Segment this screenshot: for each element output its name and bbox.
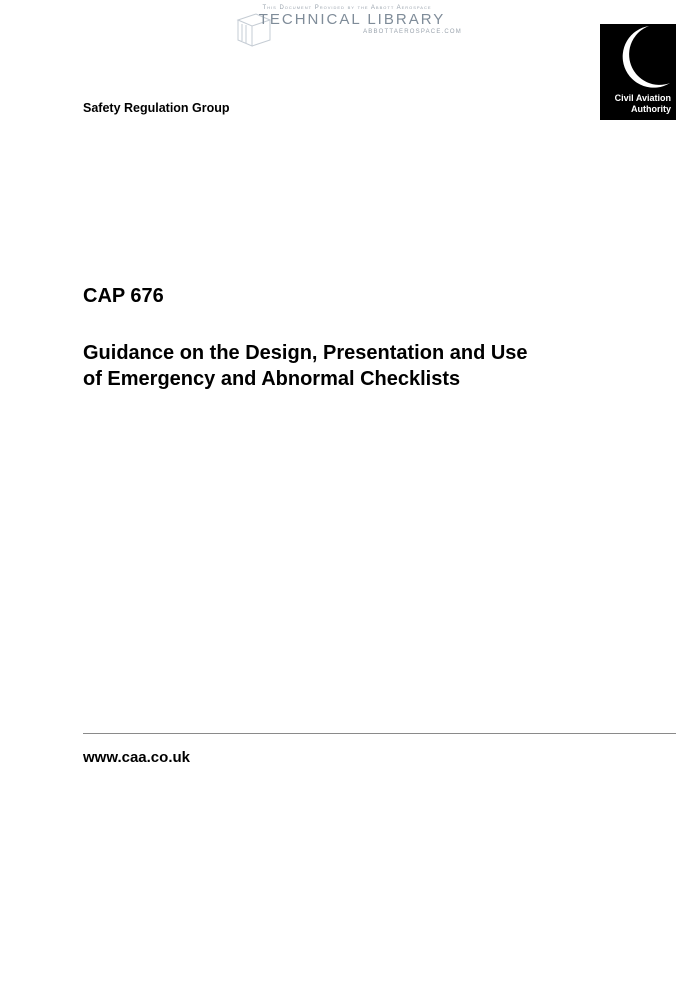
logo-line2: Authority (631, 104, 671, 114)
caa-logo (600, 24, 676, 120)
website-url: www.caa.co.uk (83, 749, 190, 766)
watermark-site: ABBOTTAEROSPACE.COM (363, 29, 462, 35)
title-line1: Guidance on the Design, Presentation and Use (83, 342, 528, 364)
logo-line1: Civil Aviation (614, 93, 671, 103)
document-number: CAP 676 (83, 285, 164, 307)
safety-regulation-group: Safety Regulation Group (83, 101, 230, 115)
footer-divider (83, 733, 676, 734)
abbott-watermark (232, 2, 462, 50)
title-line2: of Emergency and Abnormal Checklists (83, 368, 461, 390)
document-title (83, 340, 643, 392)
watermark-provided-by: This Document Provided by the Abbott Aerospace (262, 5, 432, 11)
logo-text (615, 93, 671, 115)
watermark-library: TECHNICAL LIBRARY (258, 11, 446, 28)
